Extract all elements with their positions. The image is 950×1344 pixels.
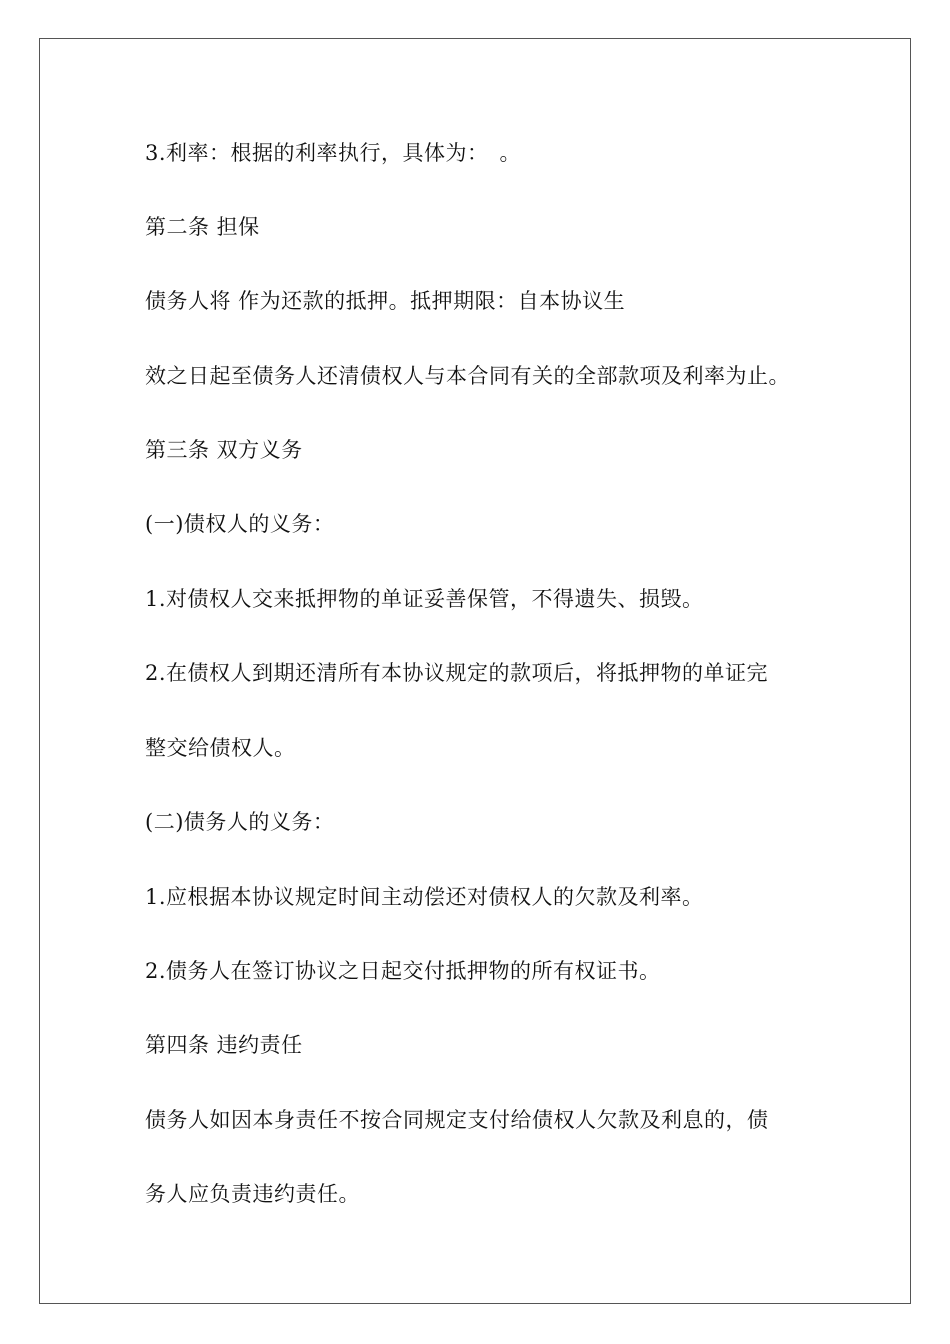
clause-interest-rate: 3.利率：根据的利率执行，具体为： 。	[145, 141, 522, 165]
paragraph-collateral-2: 效之日起至债务人还清债权人与本合同有关的全部款项及利率为止。	[145, 364, 790, 388]
creditor-duty-2-line-2: 整交给债权人。	[145, 736, 296, 760]
heading-article-3: 第三条 双方义务	[145, 438, 303, 462]
heading-article-2: 第二条 担保	[145, 215, 260, 239]
paragraph-collateral-1: 债务人将 作为还款的抵押。抵押期限：自本协议生	[145, 289, 626, 313]
heading-article-4: 第四条 违约责任	[145, 1033, 303, 1057]
debtor-duty-2: 2.债务人在签订协议之日起交付抵押物的所有权证书。	[145, 959, 661, 983]
debtor-duty-1: 1.应根据本协议规定时间主动偿还对债权人的欠款及利率。	[145, 885, 704, 909]
paragraph-liability-1: 债务人如因本身责任不按合同规定支付给债权人欠款及利息的，债	[145, 1108, 769, 1132]
subheading-creditor-duties: (一)债权人的义务：	[145, 512, 335, 536]
paragraph-liability-2: 务人应负责违约责任。	[145, 1182, 360, 1206]
subheading-debtor-duties: (二)债务人的义务：	[145, 810, 335, 834]
creditor-duty-2-line-1: 2.在债权人到期还清所有本协议规定的款项后，将抵押物的单证完	[145, 661, 769, 685]
creditor-duty-1: 1.对债权人交来抵押物的单证妥善保管，不得遗失、损毁。	[145, 587, 704, 611]
